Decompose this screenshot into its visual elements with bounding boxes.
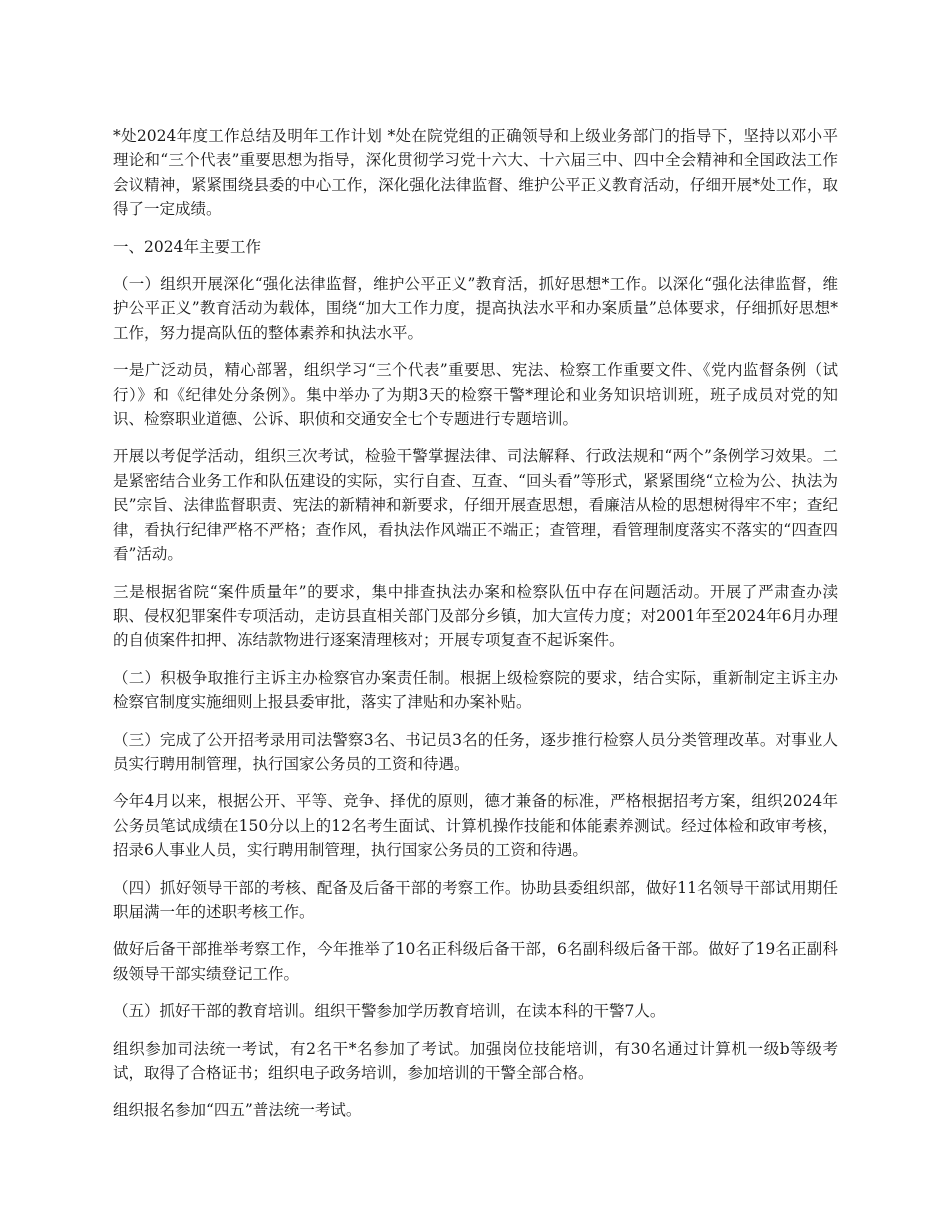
paragraph-7: 今年4月以来，根据公开、平等、竞争、择优的原则，德才兼备的标准，严格根据招考方案，组织2024年公务员笔试成绩在150分以上的12名考生面试、计算机操作技能和体能素养测试。经过体检和政审考核，招录6人事业人员，实行聘用制管理，执行国家公务员的工资和待遇。	[113, 792, 838, 860]
paragraph-2: 一是广泛动员，精心部署，组织学习“三个代表”重要思、宪法、检察工作重要文件、《党内监督条例（试行）》和《纪律处分条例》。集中举办了为期3天的检察干警*理论和业务知识培训班，班子成员对党的知识、检察职业道德、公诉、职侦和交通安全七个专题进行专题培训。	[113, 361, 838, 429]
intro-paragraph: *处2024年度工作总结及明年工作计划 *处在院党组的正确领导和上级业务部门的指导下，坚持以邓小平理论和“三个代表”重要思想为指导，深化贯彻学习党十六大、十六届三中、四中全会精神和全国政法工作会议精神，紧紧围绕县委的中心工作，深化强化法律监督、维护公平正义教育活动，仔细开展*处工作，取得了一定成绩。	[113, 127, 838, 219]
paragraph-12: 组织报名参加“四五”普法统一考试。	[113, 1101, 362, 1120]
section-heading: 一、2024年主要工作	[113, 237, 261, 256]
document-body	[113, 124, 838, 1136]
paragraph-1: （一）组织开展深化“强化法律监督，维护公平正义”教育活，抓好思想*工作。以深化“强化法律监督，维护公平正义”教育活动为载体，围绕“加大工作力度，提高执法水平和办案质量”总体要求，仔细抓好思想*工作，努力提高队伍的整体素养和执法水平。	[113, 275, 838, 342]
paragraph-6: （三）完成了公开招考录用司法警察3名、书记员3名的任务，逐步推行检察人员分类管理改革。对事业人员实行聘用制管理，执行国家公务员的工资和待遇。	[113, 730, 838, 773]
paragraph-5: （二）积极争取推行主诉主办检察官办案责任制。根据上级检察院的要求，结合实际，重新制定主诉主办检察官制度实施细则上报县委审批，落实了津贴和办案补贴。	[113, 668, 838, 712]
paragraph-3: 开展以考促学活动，组织三次考试，检验干警掌握法律、司法解释、行政法规和“两个”条例学习效果。二是紧密结合业务工作和队伍建设的实际，实行自查、互查、“回头看”等形式，紧紧围绕“立检为公、执法为民”宗旨、法律监督职责、宪法的新精神和新要求，仔细开展查思想，看廉洁从检的思想树得牢不牢；查纪律，看执行纪律严格不严格；查作风，看执法作风端正不端正；查管理，看管理制度落实不落实的“四查四看”活动。	[113, 447, 838, 564]
paragraph-11: 组织参加司法统一考试，有2名干*名参加了考试。加强岗位技能培训，有30名通过计算机一级b等级考试，取得了合格证书；组织电子政务培训，参加培训的干警全部合格。	[113, 1039, 838, 1082]
paragraph-8: （四）抓好领导干部的考核、配备及后备干部的考察工作。协助县委组织部，做好11名领导干部试用期任职届满一年的述职考核工作。	[113, 878, 838, 921]
paragraph-10: （五）抓好干部的教育培训。组织干警参加学历教育培训，在读本科的干警7人。	[113, 1002, 666, 1021]
paragraph-4: 三是根据省院“案件质量年”的要求，集中排查执法办案和检察队伍中存在问题活动。开展了严肃查办渎职、侵权犯罪案件专项活动，走访县直相关部门及部分乡镇，加大宣传力度；对2001年至2024年6月办理的自侦案件扣押、冻结款物进行逐案清理核对；开展专项复查不起诉案件。	[113, 582, 838, 650]
paragraph-9: 做好后备干部推举考察工作，今年推举了10名正科级后备干部，6名副科级后备干部。做好了19名正副科级领导干部实绩登记工作。	[113, 940, 838, 983]
